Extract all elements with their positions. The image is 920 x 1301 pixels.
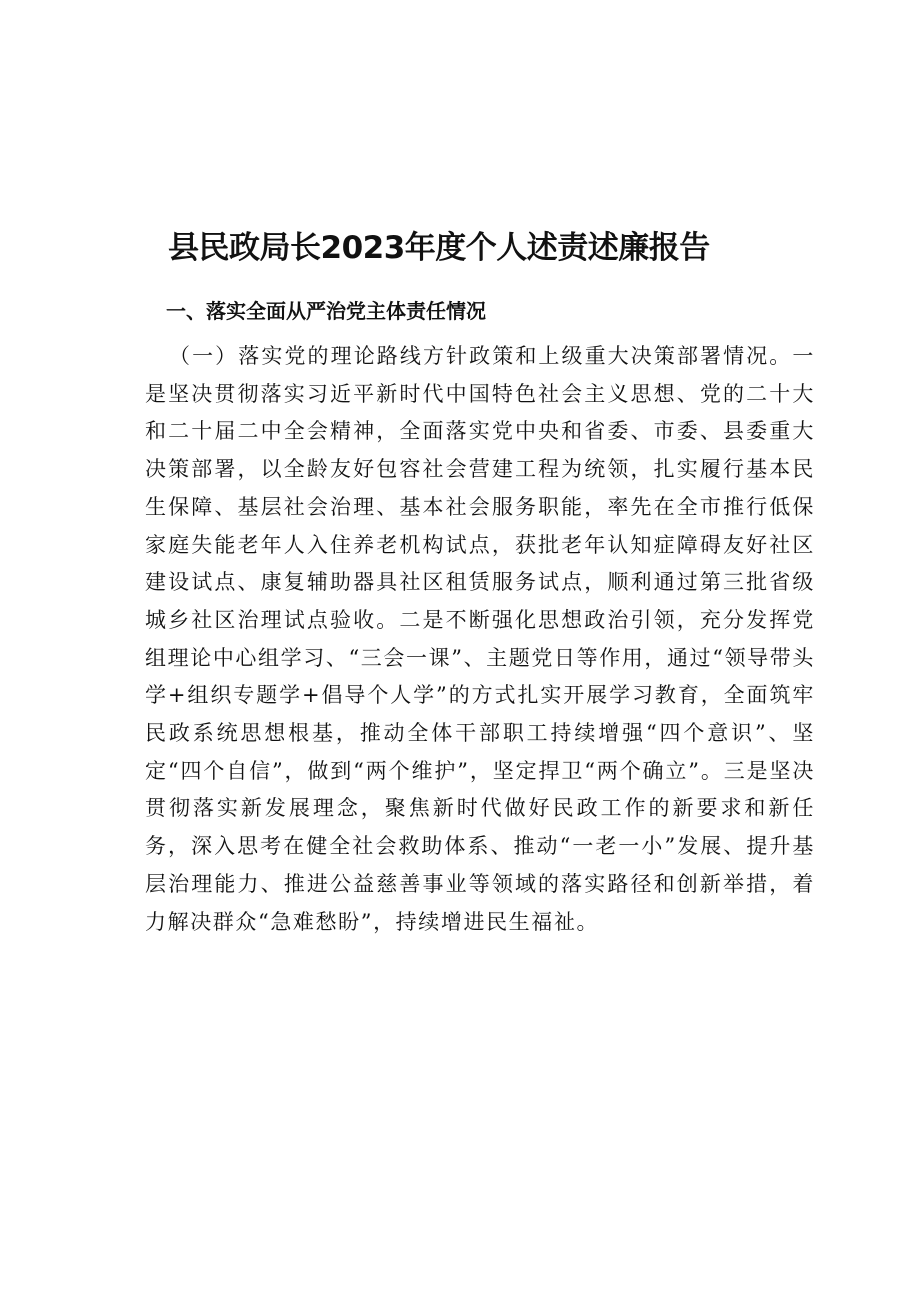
body-paragraph: （一）落实党的理论路线方针政策和上级重大决策部署情况。一是坚决贯彻落实习近平新时代中国特色社会主义思想、党的二十大和二十届二中全会精神，全面落实党中央和省委、市委、县委重大决策部署，以全龄友好包容社会营建工程为统领，扎实履行基本民生保障、基层社会治理、基本社会服务职能，率先在全市推行低保家庭失能老年人入住养老机构试点，获批老年认知症障碍友好社区建设试点、康复辅助器具社区租赁服务试点，顺利通过第三批省级城乡社区治理试点验收。二是不断强化思想政治引领，充分发挥党组理论中心组学习、“三会一课”、主题党日等作用，通过“领导带头学+组织专题学+倡导个人学”的方式扎实开展学习教育，全面筑牢民政系统思想根基，推动全体干部职工持续增强“四个意识”、坚定“四个自信”，做到“两个维护”，坚定捍卫“两个确立”。三是坚决贯彻落实新发展理念，聚焦新时代做好民政工作的新要求和新任务，深入思考在健全社会救助体系、推动“一老一小”发展、提升基层治理能力、推进公益慈善事业等领域的落实路径和创新举措，着力解决群众“急难愁盼”，持续增进民生福祉。	[145, 344, 815, 934]
document-title: 县民政局长2023年度个人述责述廉报告	[168, 230, 710, 266]
section-heading: 一、落实全面从严治党主体责任情况	[166, 299, 486, 323]
